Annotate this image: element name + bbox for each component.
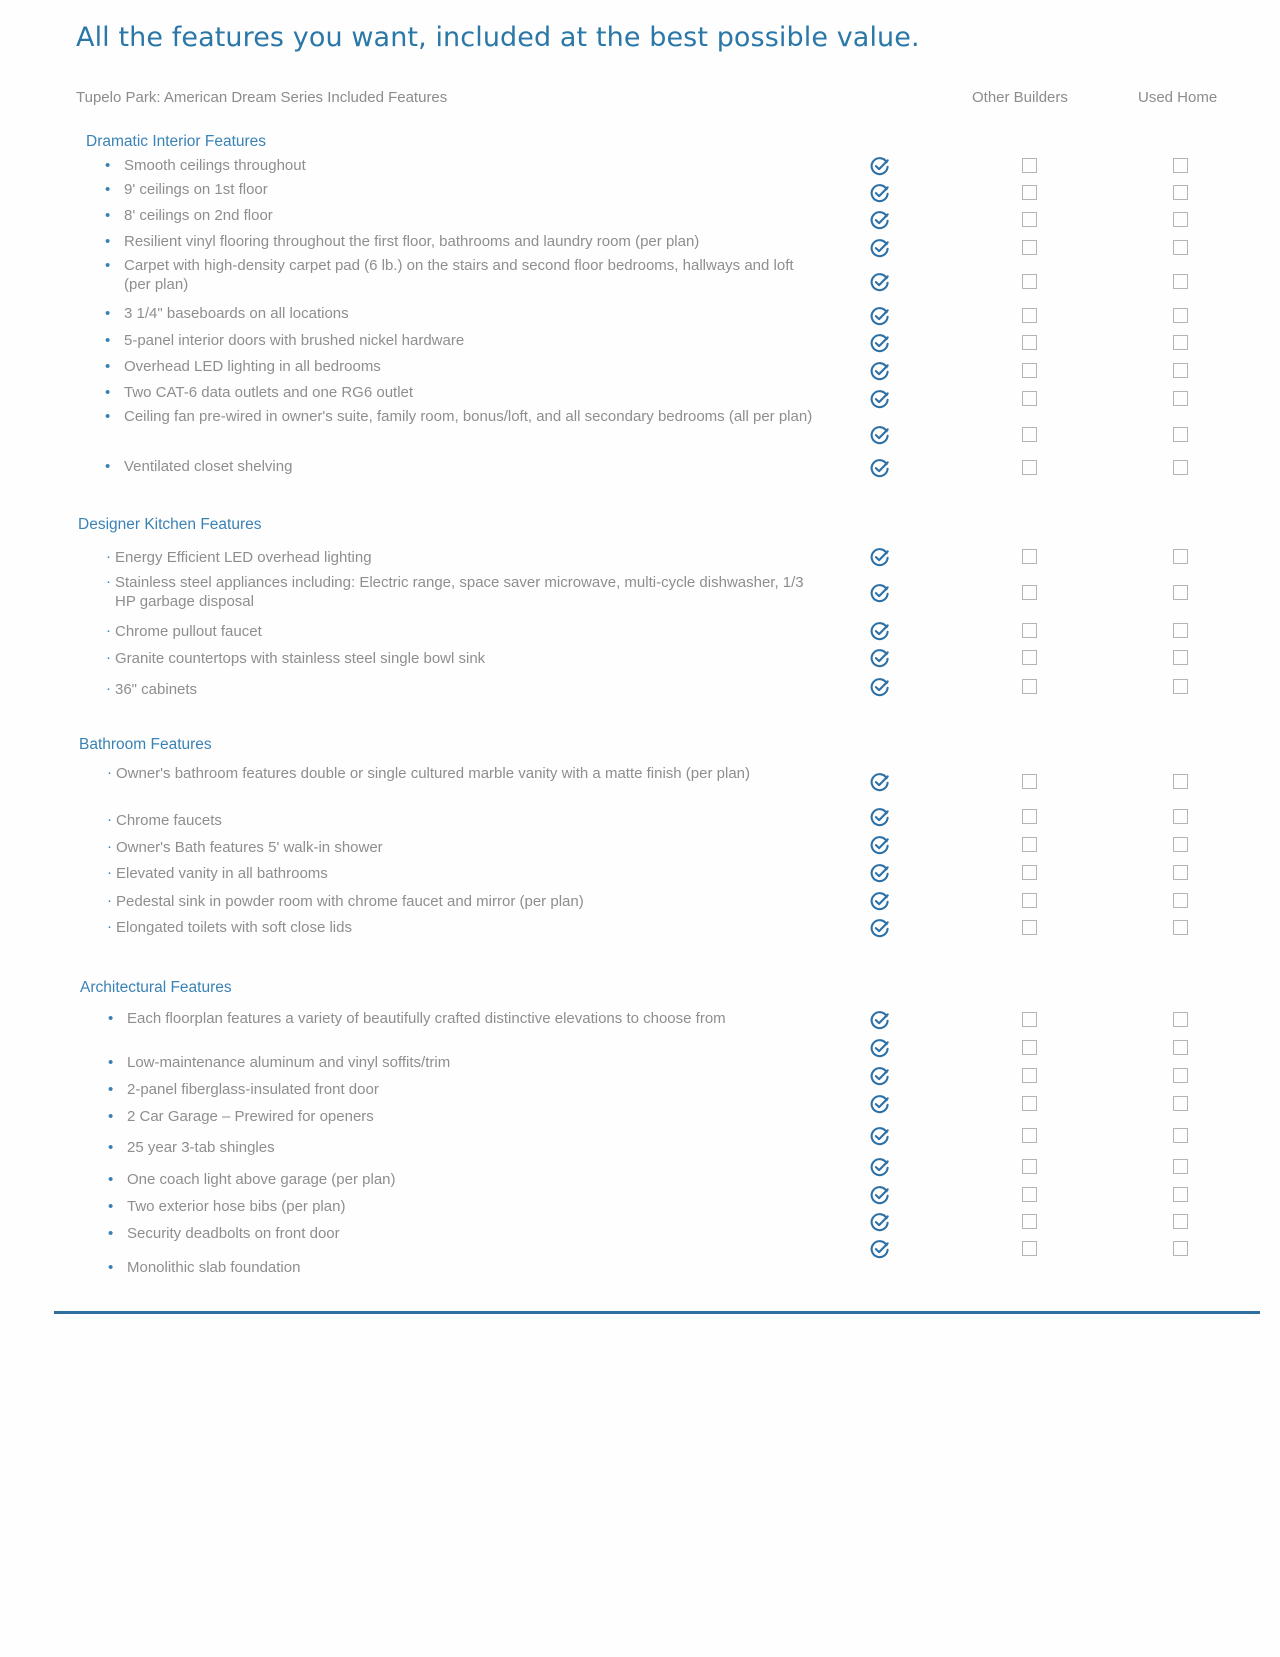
check-circle-icon: [870, 1010, 890, 1030]
page-title: All the features you want, included at the best possible value.: [76, 22, 920, 53]
used-home-checkbox[interactable]: [1173, 774, 1188, 789]
used-home-checkbox[interactable]: [1173, 391, 1188, 406]
check-circle-icon: [870, 156, 890, 176]
bullet-icon: •: [108, 1225, 114, 1242]
bullet-icon: •: [108, 1081, 114, 1098]
check-circle-icon: [870, 772, 890, 792]
other-builders-checkbox[interactable]: [1022, 391, 1037, 406]
other-builders-checkbox[interactable]: [1022, 679, 1037, 694]
section-title: Dramatic Interior Features: [86, 133, 267, 150]
used-home-checkbox[interactable]: [1173, 308, 1188, 323]
used-home-checkbox[interactable]: [1173, 1040, 1188, 1055]
feature-text: Energy Efficient LED overhead lighting: [115, 549, 372, 566]
used-home-checkbox[interactable]: [1173, 158, 1188, 173]
bullet-icon: •: [108, 1054, 114, 1071]
feature-item: [127, 1009, 817, 1028]
bullet-icon: •: [105, 358, 111, 375]
bullet-icon: •: [108, 1171, 114, 1188]
bullet-icon: ·: [107, 892, 112, 909]
feature-text: Each floorplan features a variety of beautifully crafted distinctive elevations to choose from: [127, 1010, 726, 1027]
used-home-checkbox[interactable]: [1173, 1214, 1188, 1229]
used-home-checkbox[interactable]: [1173, 274, 1188, 289]
feature-text: Low-maintenance aluminum and vinyl soffits/trim: [127, 1054, 451, 1071]
feature-text: 9' ceilings on 1st floor: [124, 181, 268, 198]
used-home-checkbox[interactable]: [1173, 1012, 1188, 1027]
check-circle-icon: [870, 1094, 890, 1114]
other-builders-checkbox[interactable]: [1022, 460, 1037, 475]
other-builders-checkbox[interactable]: [1022, 865, 1037, 880]
feature-item: [115, 548, 805, 567]
check-circle-icon: [870, 583, 890, 603]
bullet-icon: •: [108, 1139, 114, 1156]
used-home-checkbox[interactable]: [1173, 837, 1188, 852]
bullet-icon: •: [105, 157, 111, 174]
other-builders-checkbox[interactable]: [1022, 335, 1037, 350]
used-home-checkbox[interactable]: [1173, 1096, 1188, 1111]
feature-text: Owner's Bath features 5' walk-in shower: [116, 839, 383, 856]
bullet-icon: •: [108, 1108, 114, 1125]
other-builders-checkbox[interactable]: [1022, 650, 1037, 665]
feature-text: Resilient vinyl flooring throughout the first floor, bathrooms and laundry room (per plan): [124, 233, 700, 250]
feature-text: Carpet with high-density carpet pad (6 lb.) on the stairs and second floor bedrooms, hallways and loft (per plan): [124, 257, 794, 293]
check-circle-icon: [870, 425, 890, 445]
feature-text: 36" cabinets: [115, 681, 198, 698]
feature-text: Elevated vanity in all bathrooms: [116, 865, 328, 882]
feature-text: 5-panel interior doors with brushed nickel hardware: [124, 332, 465, 349]
other-builders-checkbox[interactable]: [1022, 308, 1037, 323]
feature-item: [124, 383, 814, 402]
feature-item: [127, 1258, 817, 1277]
other-builders-checkbox[interactable]: [1022, 623, 1037, 638]
feature-item: [127, 1170, 817, 1189]
feature-text: Security deadbolts on front door: [127, 1225, 340, 1242]
feature-text: 3 1/4" baseboards on all locations: [124, 305, 349, 322]
bullet-icon: •: [105, 332, 111, 349]
feature-item: [116, 892, 806, 911]
feature-item: [115, 649, 805, 668]
used-home-checkbox[interactable]: [1173, 212, 1188, 227]
bullet-icon: •: [105, 408, 111, 425]
bullet-icon: •: [105, 257, 111, 274]
used-home-checkbox[interactable]: [1173, 1068, 1188, 1083]
feature-text: Granite countertops with stainless steel single bowl sink: [115, 650, 486, 667]
check-circle-icon: [870, 835, 890, 855]
section-title: Architectural Features: [80, 979, 232, 996]
check-circle-icon: [870, 333, 890, 353]
other-builders-checkbox[interactable]: [1022, 363, 1037, 378]
used-home-checkbox[interactable]: [1173, 585, 1188, 600]
bullet-icon: •: [105, 458, 111, 475]
bullet-icon: •: [108, 1198, 114, 1215]
check-circle-icon: [870, 1038, 890, 1058]
feature-text: Two CAT-6 data outlets and one RG6 outlet: [124, 384, 414, 401]
other-builders-checkbox[interactable]: [1022, 1012, 1037, 1027]
other-builders-checkbox[interactable]: [1022, 920, 1037, 935]
other-builders-checkbox[interactable]: [1022, 1040, 1037, 1055]
check-circle-icon: [870, 389, 890, 409]
used-home-checkbox[interactable]: [1173, 623, 1188, 638]
feature-item: [124, 256, 814, 294]
bullet-icon: •: [105, 233, 111, 250]
other-builders-checkbox[interactable]: [1022, 212, 1037, 227]
feature-text: Ventilated closet shelving: [124, 458, 293, 475]
used-home-checkbox[interactable]: [1173, 865, 1188, 880]
bullet-icon: •: [105, 181, 111, 198]
check-circle-icon: [870, 272, 890, 292]
other-builders-checkbox[interactable]: [1022, 809, 1037, 824]
feature-item: [116, 838, 806, 857]
other-builders-checkbox[interactable]: [1022, 185, 1037, 200]
feature-text: Ceiling fan pre-wired in owner's suite, family room, bonus/loft, and all secondary bedrooms (all per plan): [124, 408, 813, 425]
section-title: Designer Kitchen Features: [78, 516, 262, 533]
other-builders-checkbox[interactable]: [1022, 1068, 1037, 1083]
check-circle-icon: [870, 1185, 890, 1205]
feature-item: [127, 1224, 817, 1243]
check-circle-icon: [870, 1157, 890, 1177]
used-home-checkbox[interactable]: [1173, 679, 1188, 694]
bullet-icon: •: [105, 207, 111, 224]
feature-text: Chrome faucets: [116, 812, 222, 829]
feature-text: Pedestal sink in powder room with chrome faucet and mirror (per plan): [116, 893, 584, 910]
used-home-checkbox[interactable]: [1173, 1241, 1188, 1256]
other-builders-checkbox[interactable]: [1022, 1241, 1037, 1256]
other-builders-checkbox[interactable]: [1022, 585, 1037, 600]
bullet-icon: ·: [107, 864, 112, 881]
used-home-checkbox[interactable]: [1173, 920, 1188, 935]
check-circle-icon: [870, 210, 890, 230]
check-circle-icon: [870, 547, 890, 567]
feature-text: 2 Car Garage – Prewired for openers: [127, 1108, 374, 1125]
bullet-icon: ·: [106, 680, 111, 697]
feature-text: 25 year 3-tab shingles: [127, 1139, 275, 1156]
check-circle-icon: [870, 1126, 890, 1146]
feature-text: Stainless steel appliances including: Electric range, space saver microwave, multi-cycle dishwasher, 1/3 HP garbage disposal: [115, 574, 804, 610]
check-circle-icon: [870, 621, 890, 641]
check-circle-icon: [870, 361, 890, 381]
feature-item: [127, 1080, 817, 1099]
used-home-checkbox[interactable]: [1173, 809, 1188, 824]
column-header-used-home: Used Home: [1138, 89, 1218, 106]
bullet-icon: ·: [106, 548, 111, 565]
feature-text: Elongated toilets with soft close lids: [116, 919, 352, 936]
bullet-icon: •: [108, 1259, 114, 1276]
bullet-icon: ·: [107, 838, 112, 855]
check-circle-icon: [870, 677, 890, 697]
bullet-icon: ·: [107, 811, 112, 828]
feature-text: 8' ceilings on 2nd floor: [124, 207, 273, 224]
check-circle-icon: [870, 807, 890, 827]
used-home-checkbox[interactable]: [1173, 335, 1188, 350]
feature-item: [124, 457, 814, 476]
other-builders-checkbox[interactable]: [1022, 158, 1037, 173]
feature-item: [116, 811, 806, 830]
other-builders-checkbox[interactable]: [1022, 274, 1037, 289]
feature-text: Chrome pullout faucet: [115, 623, 262, 640]
feature-item: [127, 1053, 817, 1072]
other-builders-checkbox[interactable]: [1022, 1214, 1037, 1229]
check-circle-icon: [870, 1066, 890, 1086]
feature-text: Two exterior hose bibs (per plan): [127, 1198, 346, 1215]
check-circle-icon: [870, 891, 890, 911]
bullet-icon: ·: [106, 622, 111, 639]
used-home-checkbox[interactable]: [1173, 240, 1188, 255]
feature-item: [115, 573, 805, 611]
feature-text: Overhead LED lighting in all bedrooms: [124, 358, 381, 375]
column-header-other-builders: Other Builders: [972, 89, 1068, 106]
used-home-checkbox[interactable]: [1173, 363, 1188, 378]
feature-item: [124, 156, 814, 175]
other-builders-checkbox[interactable]: [1022, 1096, 1037, 1111]
other-builders-checkbox[interactable]: [1022, 837, 1037, 852]
feature-item: [124, 206, 814, 225]
feature-text: One coach light above garage (per plan): [127, 1171, 396, 1188]
other-builders-checkbox[interactable]: [1022, 1128, 1037, 1143]
feature-item: [116, 764, 806, 783]
used-home-checkbox[interactable]: [1173, 427, 1188, 442]
used-home-checkbox[interactable]: [1173, 460, 1188, 475]
used-home-checkbox[interactable]: [1173, 1159, 1188, 1174]
bullet-icon: •: [108, 1010, 114, 1027]
feature-text: Smooth ceilings throughout: [124, 157, 306, 174]
feature-item: [124, 180, 814, 199]
bullet-icon: ·: [106, 573, 111, 590]
feature-item: [124, 407, 814, 426]
check-circle-icon: [870, 458, 890, 478]
used-home-checkbox[interactable]: [1173, 650, 1188, 665]
check-circle-icon: [870, 648, 890, 668]
check-circle-icon: [870, 306, 890, 326]
feature-item: [127, 1107, 817, 1126]
bullet-icon: ·: [106, 649, 111, 666]
other-builders-checkbox[interactable]: [1022, 1187, 1037, 1202]
feature-text: Owner's bathroom features double or single cultured marble vanity with a matte finish (per plan): [116, 765, 751, 782]
feature-item: [124, 232, 814, 251]
feature-item: [116, 918, 806, 937]
other-builders-checkbox[interactable]: [1022, 427, 1037, 442]
series-subtitle: Tupelo Park: American Dream Series Included Features: [76, 89, 448, 106]
used-home-checkbox[interactable]: [1173, 549, 1188, 564]
bullet-icon: •: [105, 384, 111, 401]
bullet-icon: ·: [107, 918, 112, 935]
feature-item: [124, 357, 814, 376]
feature-item: [116, 864, 806, 883]
used-home-checkbox[interactable]: [1173, 893, 1188, 908]
feature-item: [127, 1138, 817, 1157]
feature-item: [127, 1197, 817, 1216]
feature-item: [115, 680, 805, 699]
check-circle-icon: [870, 918, 890, 938]
feature-item: [124, 304, 814, 323]
bullet-icon: ·: [107, 764, 112, 781]
check-circle-icon: [870, 1239, 890, 1259]
other-builders-checkbox[interactable]: [1022, 549, 1037, 564]
check-circle-icon: [870, 1212, 890, 1232]
other-builders-checkbox[interactable]: [1022, 240, 1037, 255]
feature-item: [124, 331, 814, 350]
feature-text: Monolithic slab foundation: [127, 1259, 301, 1276]
bottom-divider: [54, 1311, 1260, 1314]
check-circle-icon: [870, 238, 890, 258]
other-builders-checkbox[interactable]: [1022, 1159, 1037, 1174]
bullet-icon: •: [105, 305, 111, 322]
other-builders-checkbox[interactable]: [1022, 893, 1037, 908]
used-home-checkbox[interactable]: [1173, 1128, 1188, 1143]
other-builders-checkbox[interactable]: [1022, 774, 1037, 789]
feature-item: [115, 622, 805, 641]
section-title: Bathroom Features: [79, 736, 212, 753]
used-home-checkbox[interactable]: [1173, 1187, 1188, 1202]
check-circle-icon: [870, 183, 890, 203]
check-circle-icon: [870, 863, 890, 883]
feature-text: 2-panel fiberglass-insulated front door: [127, 1081, 379, 1098]
used-home-checkbox[interactable]: [1173, 185, 1188, 200]
